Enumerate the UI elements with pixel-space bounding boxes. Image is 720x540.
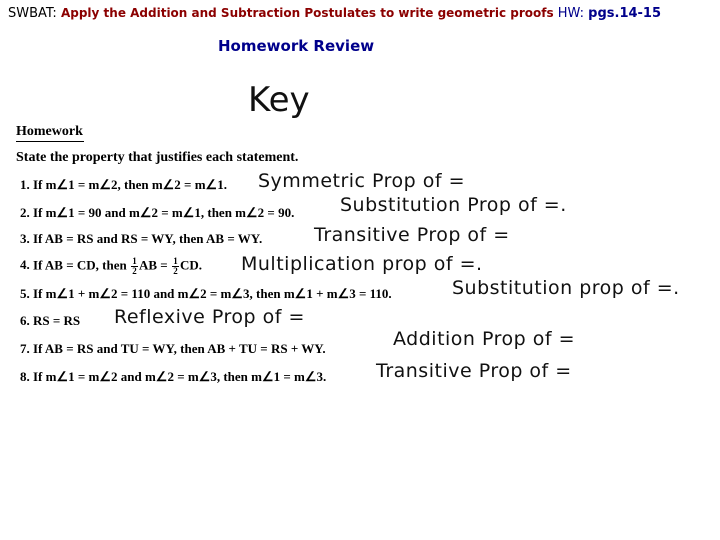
answer-5: Substitution prop of =.: [452, 277, 680, 299]
answer-3: Transitive Prop of =: [314, 224, 510, 246]
swbat-prefix: SWBAT:: [8, 6, 57, 21]
statement-text: If m∠1 = m∠2 and m∠2 = m∠3, then m∠1 = m∠3.: [33, 369, 327, 384]
key-label: Key: [248, 80, 310, 120]
statement-3: [20, 231, 262, 247]
answer-8: Transitive Prop of =: [376, 360, 572, 382]
statement-text-mid: AB =: [138, 257, 168, 273]
fraction-numerator: 1: [173, 256, 178, 266]
statement-text: If AB = RS and RS = WY, then AB = WY.: [33, 231, 263, 246]
statement-text: RS = RS: [33, 313, 81, 328]
statement-text: If m∠1 + m∠2 = 110 and m∠2 = m∠3, then m∠1 + m∠3 = 110.: [33, 286, 392, 301]
fraction-denominator: 2: [173, 266, 178, 276]
homework-pages: pgs.14-15: [588, 6, 662, 21]
statement-5: [20, 286, 392, 302]
statement-number: 8.: [20, 369, 30, 384]
fraction-denominator: 2: [132, 266, 137, 276]
fraction-one-half: [131, 257, 138, 276]
statement-number: 2.: [20, 205, 30, 220]
fraction-one-half: [172, 257, 179, 276]
fraction-numerator: 1: [132, 256, 137, 266]
statement-text: If m∠1 = m∠2, then m∠2 = m∠1.: [33, 177, 227, 192]
page-title: Homework Review: [218, 37, 375, 55]
statement-number: 6.: [20, 313, 30, 328]
objective-header: [8, 5, 712, 22]
worksheet-instruction: State the property that justifies each statement.: [16, 150, 299, 165]
statement-4: [20, 257, 202, 276]
statement-2: [20, 205, 294, 221]
statement-number: 4.: [20, 257, 30, 273]
statement-number: 7.: [20, 341, 30, 356]
answer-1: Symmetric Prop of =: [258, 170, 466, 192]
answer-6: Reflexive Prop of =: [114, 306, 305, 328]
answer-7: Addition Prop of =: [393, 328, 576, 350]
statement-7: [20, 341, 326, 357]
objective-text: Apply the Addition and Subtraction Postulates to write geometric proofs: [60, 6, 554, 20]
statement-number: 5.: [20, 286, 30, 301]
statement-8: [20, 369, 326, 385]
homework-label: HW:: [557, 6, 585, 21]
heading-underline: [16, 141, 84, 142]
statement-number: 1.: [20, 177, 30, 192]
answer-2: Substitution Prop of =.: [340, 194, 567, 216]
statement-1: [20, 177, 227, 193]
statement-text: If AB = RS and TU = WY, then AB + TU = RS + WY.: [33, 341, 326, 356]
statement-6: [20, 313, 80, 329]
worksheet-heading: Homework: [16, 124, 83, 139]
statement-number: 3.: [20, 231, 30, 246]
statement-text-before: If AB = CD, then: [33, 257, 127, 273]
statement-text: If m∠1 = 90 and m∠2 = m∠1, then m∠2 = 90.: [33, 205, 295, 220]
statement-text-after: CD.: [179, 257, 202, 273]
answer-4: Multiplication prop of =.: [241, 253, 483, 275]
